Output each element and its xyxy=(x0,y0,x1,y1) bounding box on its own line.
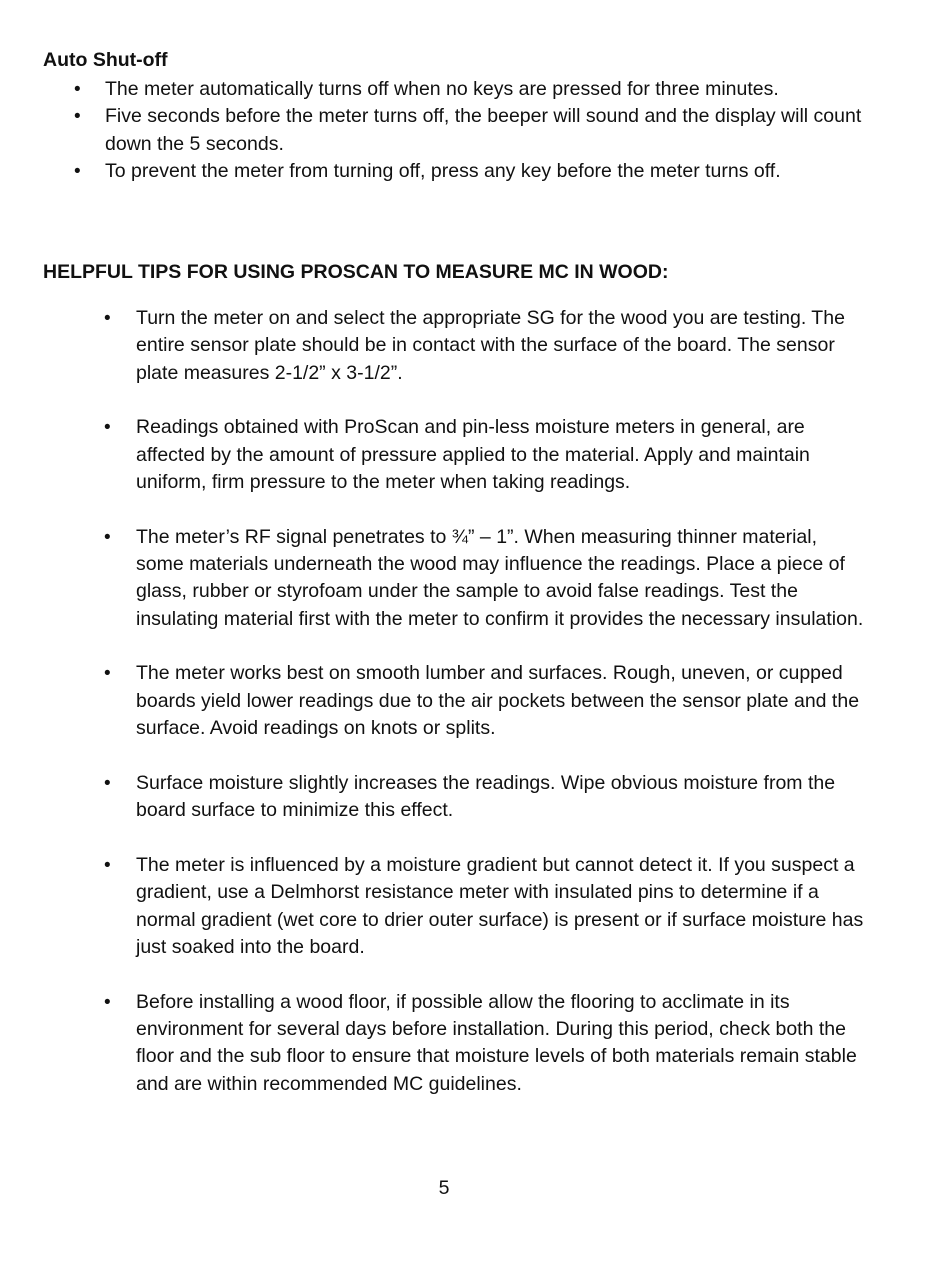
bullet-icon: • xyxy=(104,417,111,439)
bullet-icon: • xyxy=(74,160,81,182)
list-item-text: Five seconds before the meter turns off, the beeper will sound and the display will count down the 5 seconds. xyxy=(105,105,862,155)
auto-shutoff-list xyxy=(74,76,885,185)
list-item xyxy=(74,103,885,158)
list-item xyxy=(104,852,866,961)
list-item xyxy=(104,414,866,496)
bullet-icon: • xyxy=(104,772,111,794)
list-item-text: Before installing a wood floor, if possible allow the flooring to acclimate in its environment for several days before installation. During this period, check both the floor and the sub floor to ensure that moisture levels of both materials remain stable and are within recommended MC guidelines. xyxy=(136,990,857,1095)
list-item xyxy=(74,76,885,103)
helpful-tips-list xyxy=(104,305,866,1125)
list-item xyxy=(74,158,885,185)
list-item xyxy=(104,305,866,387)
list-item-text: Turn the meter on and select the appropriate SG for the wood you are testing. The entire sensor plate should be in contact with the surface of the board. The sensor plate measures 2-1/2” x 3-1/2”. xyxy=(136,307,845,384)
bullet-icon: • xyxy=(104,308,111,329)
list-item xyxy=(104,989,866,1098)
list-item-text: The meter automatically turns off when no keys are pressed for three minutes. xyxy=(105,78,779,100)
list-item-text: The meter works best on smooth lumber and surfaces. Rough, uneven, or cupped boards yield lower readings due to the air pockets between the sensor plate and the surface. Avoid readings on knots or splits. xyxy=(136,662,860,740)
helpful-tips-heading: HELPFUL TIPS FOR USING PROSCAN TO MEASURE MC IN WOOD: xyxy=(43,261,669,283)
bullet-icon: • xyxy=(74,106,81,128)
page-number: 5 xyxy=(438,1177,450,1199)
bullet-icon: • xyxy=(104,663,111,685)
list-item-text: Readings obtained with ProScan and pin-less moisture meters in general, are affected by the amount of pressure applied to the material. Apply and maintain uniform, firm pressure to the meter when taking readings. xyxy=(136,416,810,493)
list-item xyxy=(104,660,866,742)
bullet-icon: • xyxy=(74,79,81,100)
auto-shutoff-heading: Auto Shut-off xyxy=(43,49,168,71)
bullet-icon: • xyxy=(104,991,111,1013)
list-item-text: The meter is influenced by a moisture gradient but cannot detect it. If you suspect a gradient, use a Delmhorst resistance meter with insulated pins to determine if a normal gradient (wet core to drier outer surface) is present or if surface moisture has just soaked into the board. xyxy=(136,853,864,958)
list-item xyxy=(104,524,866,633)
bullet-icon: • xyxy=(104,854,111,876)
bullet-icon: • xyxy=(104,526,111,548)
list-item-text: The meter’s RF signal penetrates to ¾” – 1”. When measuring thinner material, some materials underneath the wood may influence the readings. Place a piece of glass, rubber or styrofoam under the sample to avoid false readings. Test the insulating material first with the meter to confirm it provides the necessary insulation. xyxy=(136,525,864,630)
list-item-text: To prevent the meter from turning off, press any key before the meter turns off. xyxy=(105,159,781,182)
list-item-text: Surface moisture slightly increases the readings. Wipe obvious moisture from the board surface to minimize this effect. xyxy=(136,771,836,822)
list-item xyxy=(104,770,866,825)
